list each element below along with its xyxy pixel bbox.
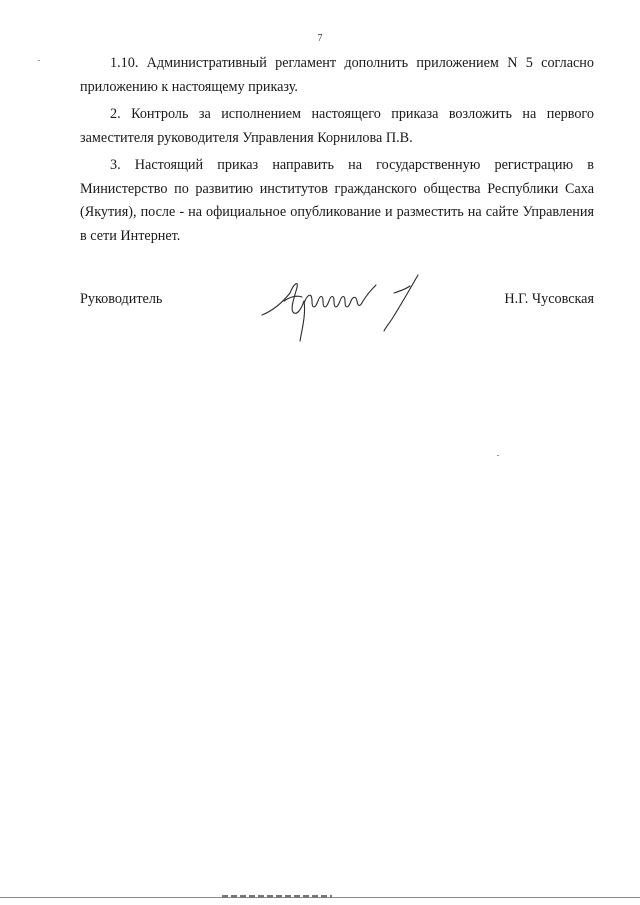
scan-speck bbox=[497, 455, 499, 456]
scan-bottom-mark bbox=[222, 895, 332, 898]
signatory-name: Н.Г. Чусовская bbox=[504, 291, 594, 307]
paragraph-2: 2. Контроль за исполнением настоящего приказа возложить на первого заместителя руководителя Управления Корнилова П.В. bbox=[80, 106, 594, 146]
signatory-role: Руководитель bbox=[80, 291, 163, 307]
paragraph-1-10: 1.10. Административный регламент дополнить приложением N 5 согласно приложению к настоящему приказу. bbox=[80, 55, 594, 95]
paragraph-3: 3. Настоящий приказ направить на государственную регистрацию в Министерство по развитию институтов гражданского общества Республики Саха (Якутия), после - на официальное опубликование и разместить на сайте Управления в сети Интернет. bbox=[80, 157, 594, 244]
signature-block bbox=[80, 285, 594, 365]
page-number: 7 bbox=[317, 33, 323, 44]
handwritten-signature-icon bbox=[260, 271, 440, 353]
document-body bbox=[80, 52, 594, 248]
scan-speck bbox=[38, 60, 40, 61]
